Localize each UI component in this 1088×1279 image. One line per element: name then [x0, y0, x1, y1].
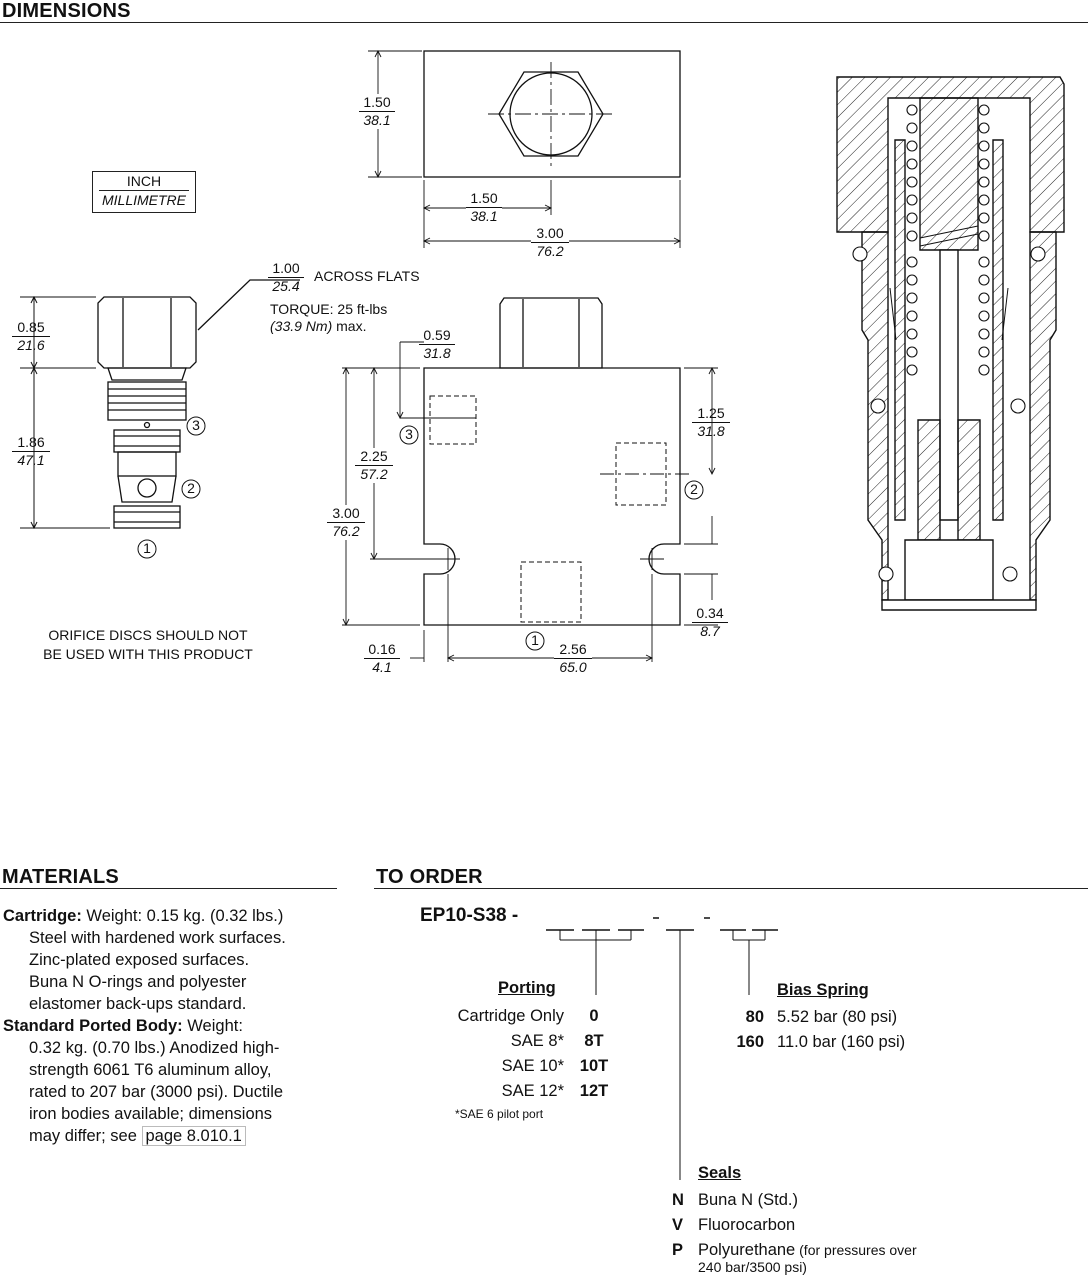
units-millimetre: MILLIMETRE [99, 190, 189, 209]
spring-label-2: 11.0 bar (160 psi) [777, 1033, 906, 1051]
body-line-3: rated to 207 bar (3000 psi). Ductile [29, 1083, 284, 1101]
seal-label-1: Buna N (Std.) [698, 1191, 798, 1209]
seal-label-2: Fluorocarbon [698, 1216, 796, 1234]
materials-rule [0, 888, 337, 889]
front-d016-in: 0.16 [368, 641, 396, 657]
front-d256-mm: 65.0 [554, 658, 592, 676]
torque-nm: (33.9 Nm) [270, 318, 333, 334]
porting-title-text: Porting [498, 979, 556, 997]
dim-body-mm: 47.1 [12, 451, 50, 469]
body-line-2: strength 6061 T6 aluminum alloy, [29, 1061, 272, 1079]
spring-title [777, 981, 869, 1000]
body-line-5: may differ; see [29, 1127, 142, 1145]
front-d225-mm: 57.2 [355, 465, 393, 483]
units-inch: INCH [126, 173, 162, 189]
body-line-4: iron bodies available; dimensions [29, 1105, 273, 1123]
front-d034-in: 0.34 [696, 605, 724, 621]
front-d059-in: 0.59 [423, 327, 451, 343]
dimensions-heading: DIMENSIONS [2, 0, 131, 22]
cartridge-side-view [0, 250, 320, 580]
seal-code-2: V [672, 1216, 684, 1234]
dim-top-in: 0.85 [17, 319, 45, 335]
front-d225-in: 2.25 [360, 448, 388, 464]
top-half-width-mm: 38.1 [466, 207, 502, 225]
body-line-1: 0.32 kg. (0.70 lbs.) Anodized high- [29, 1039, 280, 1057]
materials-heading: MATERIALS [2, 866, 119, 888]
porting-code-3: 10T [579, 1057, 609, 1075]
front-d016-mm: 4.1 [364, 658, 400, 676]
porting-codes [570, 1004, 618, 1104]
spring-labels [777, 1005, 905, 1055]
cartridge-port-3: 3 [192, 417, 200, 433]
porting-labels [420, 1004, 564, 1104]
porting-label-3: SAE 10* [501, 1057, 564, 1075]
page-link[interactable]: page 8.010.1 [142, 1126, 246, 1146]
spring-code-2: 160 [736, 1033, 764, 1051]
dim-top-mm: 21.6 [12, 336, 50, 354]
to-order-heading: TO ORDER [376, 866, 483, 888]
porting-code-1: 0 [589, 1007, 599, 1025]
torque-max: max. [332, 318, 367, 334]
front-d125-in: 1.25 [697, 405, 725, 421]
porting-label-1: Cartridge Only [457, 1007, 564, 1025]
front-d125-mm: 31.8 [692, 422, 730, 440]
body-port-1: 1 [531, 632, 539, 648]
seal-codes [672, 1188, 688, 1263]
front-d300-in: 3.00 [332, 505, 360, 521]
top-half-width-in: 1.50 [470, 190, 498, 206]
seal-code-1: N [672, 1191, 684, 1209]
spring-code-1: 80 [745, 1008, 764, 1026]
order-model-code: EP10-S38 - [420, 905, 519, 926]
spring-codes [722, 1005, 764, 1055]
spring-label-1: 5.52 bar (80 psi) [777, 1008, 898, 1026]
cartridge-port-1: 1 [143, 540, 151, 556]
cartridge-line-1: Steel with hardened work surfaces. [29, 929, 286, 947]
front-d059-mm: 31.8 [419, 344, 455, 362]
torque-spec: TORQUE: 25 ft-lbs [270, 301, 388, 317]
cartridge-cross-section [830, 70, 1070, 620]
porting-note: *SAE 6 pilot port [455, 1107, 544, 1121]
body-label: Standard Ported Body: [3, 1017, 183, 1035]
top-width-in: 3.00 [536, 225, 564, 241]
seal-label-3: Polyurethane [698, 1241, 796, 1259]
top-height-mm: 38.1 [359, 111, 395, 129]
top-width-mm: 76.2 [531, 242, 569, 260]
across-flats-label: ACROSS FLATS [314, 268, 420, 284]
cartridge-port-2: 2 [187, 480, 195, 496]
seals-title [698, 1164, 741, 1183]
seal-note-3: (for pressures over [795, 1242, 917, 1258]
cartridge-line-4: elastomer back-ups standard. [29, 995, 247, 1013]
orifice-note-line1: ORIFICE DISCS SHOULD NOT [48, 627, 248, 643]
cartridge-line-3: Buna N O-rings and polyester [29, 973, 247, 991]
front-d300-mm: 76.2 [327, 522, 365, 540]
body-port-3: 3 [405, 426, 413, 442]
cartridge-line-2: Zinc-plated exposed surfaces. [29, 951, 250, 969]
seals-title-text: Seals [698, 1164, 742, 1182]
units-legend [92, 171, 196, 213]
body-front-view [320, 290, 730, 680]
porting-title [498, 979, 556, 998]
seal-note-line2: 240 bar/3500 psi) [698, 1259, 807, 1275]
porting-code-4: 12T [579, 1082, 609, 1100]
front-d256-in: 2.56 [559, 641, 587, 657]
cartridge-weight: Weight: 0.15 kg. (0.32 lbs.) [81, 907, 284, 925]
seal-labels [698, 1188, 917, 1263]
materials-text [3, 905, 343, 1147]
seal-code-3: P [672, 1241, 684, 1259]
porting-label-4: SAE 12* [501, 1082, 564, 1100]
porting-code-2: 8T [584, 1032, 604, 1050]
dimensions-rule [0, 22, 1088, 23]
dim-body-in: 1.86 [17, 434, 45, 450]
body-top-view [340, 40, 700, 260]
front-d034-mm: 8.7 [692, 622, 728, 640]
top-height-in: 1.50 [363, 94, 391, 110]
across-flats-mm: 25.4 [268, 277, 304, 295]
body-port-2: 2 [690, 481, 698, 497]
porting-label-2: SAE 8* [510, 1032, 564, 1050]
orifice-note-line2: BE USED WITH THIS PRODUCT [43, 646, 253, 662]
spring-title-text: Bias Spring [777, 981, 869, 999]
to-order-rule [374, 888, 1088, 889]
orifice-note [0, 626, 296, 664]
body-weight-label: Weight: [182, 1017, 243, 1035]
cartridge-label: Cartridge: [3, 907, 82, 925]
across-flats-in: 1.00 [272, 260, 300, 276]
